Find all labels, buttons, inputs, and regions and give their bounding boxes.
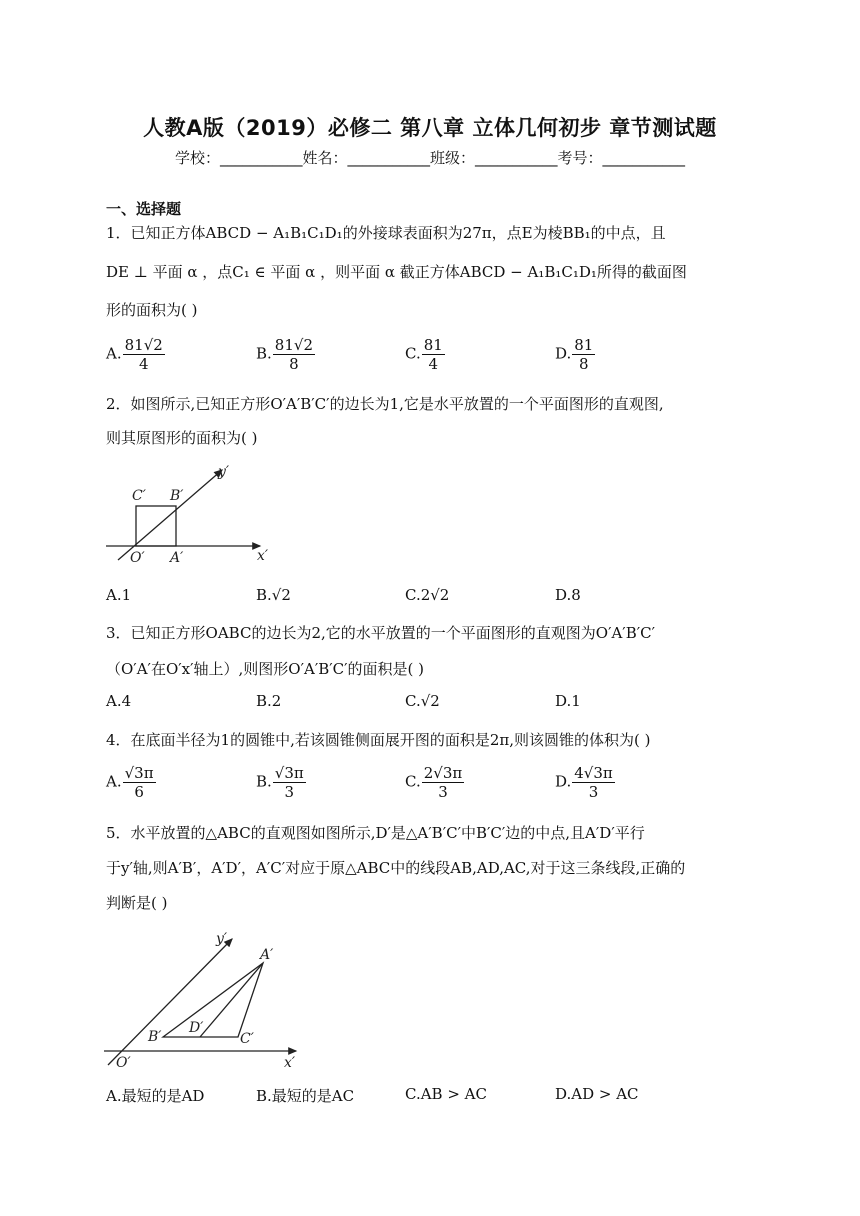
denominator: 3 [284,783,295,801]
label-b: B′ [148,1029,162,1045]
q5-line-1: 5．水平放置的△ABC的直观图如图所示,D′是△A′B′C′中B′C′边的中点,且A′D′平行 [106,824,645,842]
label-x: x′ [257,548,269,564]
q5-triangle-figure [100,925,310,1073]
q1-option-a[interactable]: A. $\frac{81√2}{4}$ [106,336,163,373]
q3-line-2: （O′A′在O′x′轴上）,则图形O′A′B′C′的面积是( ) [106,660,425,678]
q4-option-b[interactable]: B. $\frac{√3\pi}{3}$ [256,764,304,801]
label-a: A′ [260,947,274,963]
q1-line-2: DE ⊥ 平面 α ，点C₁ ∈ 平面 α ，则平面 α 截正方体ABCD − A₁B₁C₁D₁所得的截面图 [106,263,687,281]
section-heading: 一、选择题 [106,200,182,218]
label-d: D′ [189,1020,204,1036]
label-c: C′ [132,488,146,504]
student-info-line: 学校：___________姓名：___________班级：___________考号：___________ [174,149,685,167]
q5-option-c[interactable]: C.AB > AC [405,1085,487,1103]
q3-option-b[interactable]: B.2 [256,692,282,710]
q4-line-1: 4．在底面半径为1的圆锥中,若该圆锥侧面展开图的面积是2π,则该圆锥的体积为( ) [106,731,651,749]
label-c: C′ [240,1031,254,1047]
q5-line-2: 于y′轴,则A′B′，A′D′，A′C′对应于原△ABC中的线段AB,AD,AC,对于这三条线段,正确的 [106,859,686,877]
numerator: 81√2 [124,336,163,354]
q5-option-d[interactable]: D.AD > AC [555,1085,639,1103]
label-x: x′ [284,1055,296,1071]
numerator: 81 [423,336,443,354]
q3-option-c[interactable]: C.√2 [405,692,440,710]
denominator: 6 [134,783,144,801]
q5-line-3: 判断是( ) [106,894,168,912]
label-b: B′ [170,488,184,504]
q1-option-d[interactable]: D. $\frac{81}{8}$ [555,336,594,373]
q4-option-a[interactable]: A. $\frac{√3\pi}{6}$ [106,764,154,801]
q2-option-c[interactable]: C.2√2 [405,586,450,604]
numerator: √3π [274,764,304,782]
numerator: 4√3π [574,764,613,782]
q4-option-c[interactable]: C. $\frac{2√3\pi}{3}$ [405,764,463,801]
q2-option-a[interactable]: A.1 [106,586,132,604]
q1-line-1: 1．已知正方体ABCD − A₁B₁C₁D₁的外接球表面积为27π，点E为棱BB₁的中点，且 [106,224,666,242]
q3-line-1: 3．已知正方形OABC的边长为2,它的水平放置的一个平面图形的直观图为O′A′B′C′ [106,624,656,642]
q5-option-b[interactable]: B.最短的是AC [256,1087,355,1105]
label-o: O′ [130,550,145,566]
median-line [200,963,263,1037]
triangle-outline [163,963,263,1037]
page-title: 人教A版（2019）必修二 第八章 立体几何初步 章节测试题 [143,116,717,140]
numerator: √3π [124,764,154,782]
denominator: 8 [579,355,589,373]
q2-option-b[interactable]: B.√2 [256,586,291,604]
q2-line-1: 2．如图所示,已知正方形O′A′B′C′的边长为1,它是水平放置的一个平面图形的直观图, [106,395,664,413]
label-o: O′ [116,1055,131,1071]
denominator: 4 [428,355,439,373]
q3-option-a[interactable]: A.4 [106,692,132,710]
numerator: 2√3π [423,764,463,782]
label-y: y′ [216,931,228,947]
numerator: 81 [574,336,594,354]
q2-option-d[interactable]: D.8 [555,586,581,604]
y-axis [108,939,232,1065]
q4-option-d[interactable]: D. $\frac{4√3\pi}{3}$ [555,764,613,801]
denominator: 3 [588,783,599,801]
denominator: 4 [138,355,149,373]
q1-line-3: 形的面积为( ) [106,301,198,319]
q2-square-figure [100,460,280,575]
numerator: 81√2 [274,336,313,354]
q5-option-a[interactable]: A.最短的是AD [106,1087,205,1105]
denominator: 3 [438,783,448,801]
q1-option-b[interactable]: B. $\frac{81√2}{8}$ [256,336,313,373]
label-a: A′ [170,550,184,566]
q2-line-2: 则其原图形的面积为( ) [106,429,258,447]
q1-option-c[interactable]: C. $\frac{81}{4}$ [405,336,443,373]
denominator: 8 [289,355,299,373]
label-y: y′ [218,464,230,480]
q3-option-d[interactable]: D.1 [555,692,581,710]
